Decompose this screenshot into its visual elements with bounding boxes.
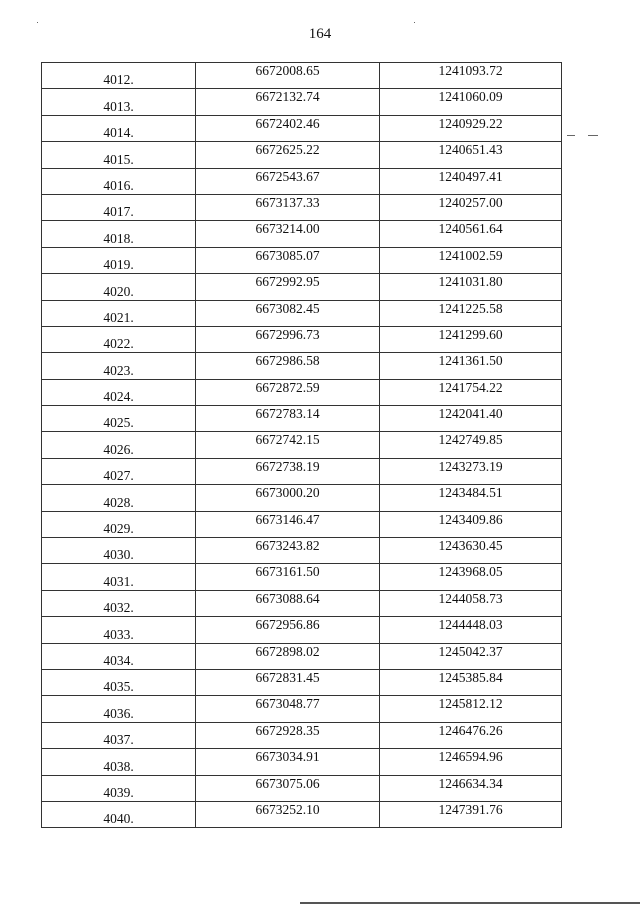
y-coordinate-cell: 1241060.09 [380, 89, 562, 115]
point-number-cell: 4031. [42, 564, 196, 590]
coordinates-table [41, 62, 562, 828]
point-number-cell: 4017. [42, 194, 196, 220]
point-number-cell: 4020. [42, 274, 196, 300]
point-number-cell: 4029. [42, 511, 196, 537]
point-number-cell: 4014. [42, 115, 196, 141]
table-row [42, 89, 562, 115]
y-coordinate-cell: 1241225.58 [380, 300, 562, 326]
x-coordinate-cell: 6672543.67 [196, 168, 380, 194]
table-row [42, 643, 562, 669]
x-coordinate-cell: 6673252.10 [196, 801, 380, 827]
x-coordinate-cell: 6673214.00 [196, 221, 380, 247]
x-coordinate-cell: 6672625.22 [196, 142, 380, 168]
table-row [42, 274, 562, 300]
scan-speck [414, 22, 415, 23]
x-coordinate-cell: 6672872.59 [196, 379, 380, 405]
y-coordinate-cell: 1241093.72 [380, 63, 562, 89]
point-number-cell: 4012. [42, 63, 196, 89]
point-number-cell: 4032. [42, 590, 196, 616]
x-coordinate-cell: 6672831.45 [196, 669, 380, 695]
y-coordinate-cell: 1245385.84 [380, 669, 562, 695]
table-row [42, 168, 562, 194]
point-number-cell: 4018. [42, 221, 196, 247]
scan-speck [37, 22, 38, 23]
table-row [42, 617, 562, 643]
y-coordinate-cell: 1243273.19 [380, 458, 562, 484]
table-row [42, 406, 562, 432]
point-number-cell: 4023. [42, 353, 196, 379]
table-row [42, 538, 562, 564]
x-coordinate-cell: 6672132.74 [196, 89, 380, 115]
x-coordinate-cell: 6673243.82 [196, 538, 380, 564]
y-coordinate-cell: 1244448.03 [380, 617, 562, 643]
table-row [42, 247, 562, 273]
y-coordinate-cell: 1240929.22 [380, 115, 562, 141]
y-coordinate-cell: 1246634.34 [380, 775, 562, 801]
x-coordinate-cell: 6672783.14 [196, 406, 380, 432]
y-coordinate-cell: 1244058.73 [380, 590, 562, 616]
x-coordinate-cell: 6672986.58 [196, 353, 380, 379]
table-row [42, 142, 562, 168]
x-coordinate-cell: 6673146.47 [196, 511, 380, 537]
point-number-cell: 4016. [42, 168, 196, 194]
x-coordinate-cell: 6672898.02 [196, 643, 380, 669]
point-number-cell: 4027. [42, 458, 196, 484]
table-row [42, 379, 562, 405]
y-coordinate-cell: 1241299.60 [380, 326, 562, 352]
table-row [42, 775, 562, 801]
table-row [42, 326, 562, 352]
y-coordinate-cell: 1240651.43 [380, 142, 562, 168]
x-coordinate-cell: 6672008.65 [196, 63, 380, 89]
x-coordinate-cell: 6672928.35 [196, 722, 380, 748]
point-number-cell: 4038. [42, 749, 196, 775]
table-row [42, 115, 562, 141]
coordinates-table-body [42, 63, 562, 828]
table-row [42, 696, 562, 722]
y-coordinate-cell: 1243630.45 [380, 538, 562, 564]
y-coordinate-cell: 1240561.64 [380, 221, 562, 247]
point-number-cell: 4026. [42, 432, 196, 458]
x-coordinate-cell: 6673082.45 [196, 300, 380, 326]
table-row [42, 749, 562, 775]
y-coordinate-cell: 1245812.12 [380, 696, 562, 722]
table-row [42, 485, 562, 511]
y-coordinate-cell: 1241002.59 [380, 247, 562, 273]
y-coordinate-cell: 1240257.00 [380, 194, 562, 220]
x-coordinate-cell: 6673085.07 [196, 247, 380, 273]
x-coordinate-cell: 6672738.19 [196, 458, 380, 484]
table-row [42, 432, 562, 458]
table-row [42, 458, 562, 484]
y-coordinate-cell: 1241754.22 [380, 379, 562, 405]
x-coordinate-cell: 6672742.15 [196, 432, 380, 458]
point-number-cell: 4024. [42, 379, 196, 405]
point-number-cell: 4022. [42, 326, 196, 352]
table-row [42, 63, 562, 89]
table-row [42, 194, 562, 220]
table-row [42, 564, 562, 590]
x-coordinate-cell: 6673137.33 [196, 194, 380, 220]
table-row [42, 722, 562, 748]
x-coordinate-cell: 6672956.86 [196, 617, 380, 643]
point-number-cell: 4028. [42, 485, 196, 511]
x-coordinate-cell: 6673075.06 [196, 775, 380, 801]
table-row [42, 511, 562, 537]
y-coordinate-cell: 1242041.40 [380, 406, 562, 432]
point-number-cell: 4025. [42, 406, 196, 432]
point-number-cell: 4039. [42, 775, 196, 801]
point-number-cell: 4021. [42, 300, 196, 326]
table-row [42, 353, 562, 379]
y-coordinate-cell: 1242749.85 [380, 432, 562, 458]
point-number-cell: 4013. [42, 89, 196, 115]
table-row [42, 221, 562, 247]
x-coordinate-cell: 6673088.64 [196, 590, 380, 616]
point-number-cell: 4040. [42, 801, 196, 827]
point-number-cell: 4037. [42, 722, 196, 748]
point-number-cell: 4033. [42, 617, 196, 643]
x-coordinate-cell: 6672996.73 [196, 326, 380, 352]
y-coordinate-cell: 1243968.05 [380, 564, 562, 590]
y-coordinate-cell: 1246476.26 [380, 722, 562, 748]
y-coordinate-cell: 1243409.86 [380, 511, 562, 537]
point-number-cell: 4036. [42, 696, 196, 722]
x-coordinate-cell: 6673000.20 [196, 485, 380, 511]
y-coordinate-cell: 1241031.80 [380, 274, 562, 300]
y-coordinate-cell: 1241361.50 [380, 353, 562, 379]
x-coordinate-cell: 6672402.46 [196, 115, 380, 141]
point-number-cell: 4035. [42, 669, 196, 695]
y-coordinate-cell: 1247391.76 [380, 801, 562, 827]
y-coordinate-cell: 1246594.96 [380, 749, 562, 775]
page-number: 164 [308, 26, 332, 42]
x-coordinate-cell: 6672992.95 [196, 274, 380, 300]
x-coordinate-cell: 6673034.91 [196, 749, 380, 775]
point-number-cell: 4034. [42, 643, 196, 669]
point-number-cell: 4030. [42, 538, 196, 564]
table-row [42, 801, 562, 827]
table-row [42, 669, 562, 695]
y-coordinate-cell: 1245042.37 [380, 643, 562, 669]
y-coordinate-cell: 1243484.51 [380, 485, 562, 511]
scan-edge [300, 902, 640, 904]
point-number-cell: 4015. [42, 142, 196, 168]
scan-speck [567, 135, 575, 136]
point-number-cell: 4019. [42, 247, 196, 273]
y-coordinate-cell: 1240497.41 [380, 168, 562, 194]
x-coordinate-cell: 6673161.50 [196, 564, 380, 590]
x-coordinate-cell: 6673048.77 [196, 696, 380, 722]
table-row [42, 590, 562, 616]
scan-speck [588, 135, 598, 136]
table-row [42, 300, 562, 326]
